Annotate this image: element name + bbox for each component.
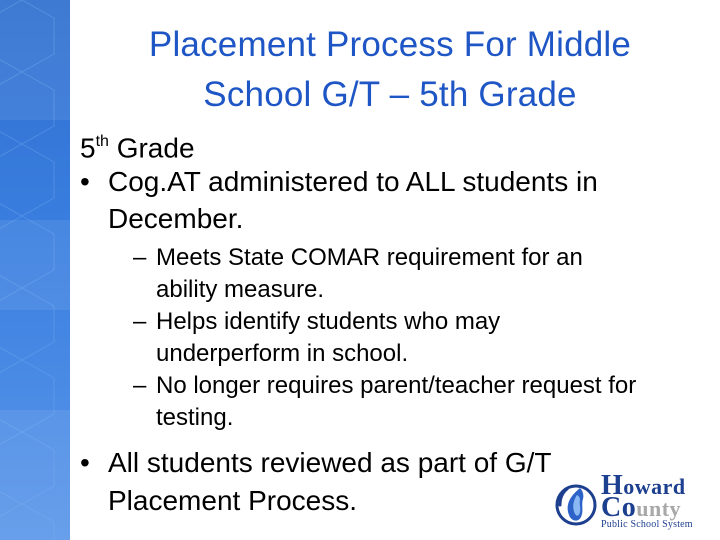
title-line-2: School G/T – 5th Grade [203,75,577,114]
bullet-marker: • [80,447,90,478]
sub-bullet-marker: – [133,244,147,271]
sub-bullet-line: testing. [156,404,234,431]
logo-rest-howard: oward [623,474,686,499]
sub-bullet-identify [133,306,705,370]
title-line-1: Placement Process For Middle [148,25,632,64]
bullet-line: Placement Process. [108,485,357,516]
sub-bullet-text [156,306,705,370]
sub-bullet-text [156,370,705,434]
section-heading [80,123,705,163]
district-logo [555,470,715,535]
logo-capital-h: H [601,470,624,501]
sub-bullet-comar [133,242,705,306]
heading-number: 5 [80,132,96,164]
sub-bullet-line: Meets State COMAR requirement for an [156,244,583,271]
logo-rest-county: unty [636,496,682,521]
sub-bullet-line: underperform in school. [156,340,409,367]
sub-bullet-line: Helps identify students who may [156,308,501,335]
slide-title [80,20,700,120]
sidebar-decoration [0,0,70,540]
torch-flame-icon [555,481,597,529]
bullet-marker: • [80,166,90,197]
logo-subtitle: Public School System [601,519,693,530]
sub-bullet-text [156,242,705,306]
bullet-line: Cog.AT administered to ALL students in [108,166,598,197]
logo-line-county [601,492,711,523]
bullet-line: December. [108,203,244,234]
bullet-line: All students reviewed as part of G/T [108,447,552,478]
heading-label: Grade [108,132,195,164]
logo-capital-co: Co [601,492,637,523]
sub-bullet-marker: – [133,308,147,335]
sub-bullet-marker: – [133,372,147,399]
sub-bullet-line: No longer requires parent/teacher request for [156,372,637,399]
bullet-cogat [80,163,705,237]
sidebar-pattern [0,0,70,540]
heading-superscript: th [95,133,109,150]
sub-bullet-no-request [133,370,705,434]
logo-wordmark [601,470,711,534]
bullet-text [108,163,705,237]
sub-bullet-list [133,242,705,434]
slide-content [80,123,705,520]
sub-bullet-line: ability measure. [156,276,325,303]
